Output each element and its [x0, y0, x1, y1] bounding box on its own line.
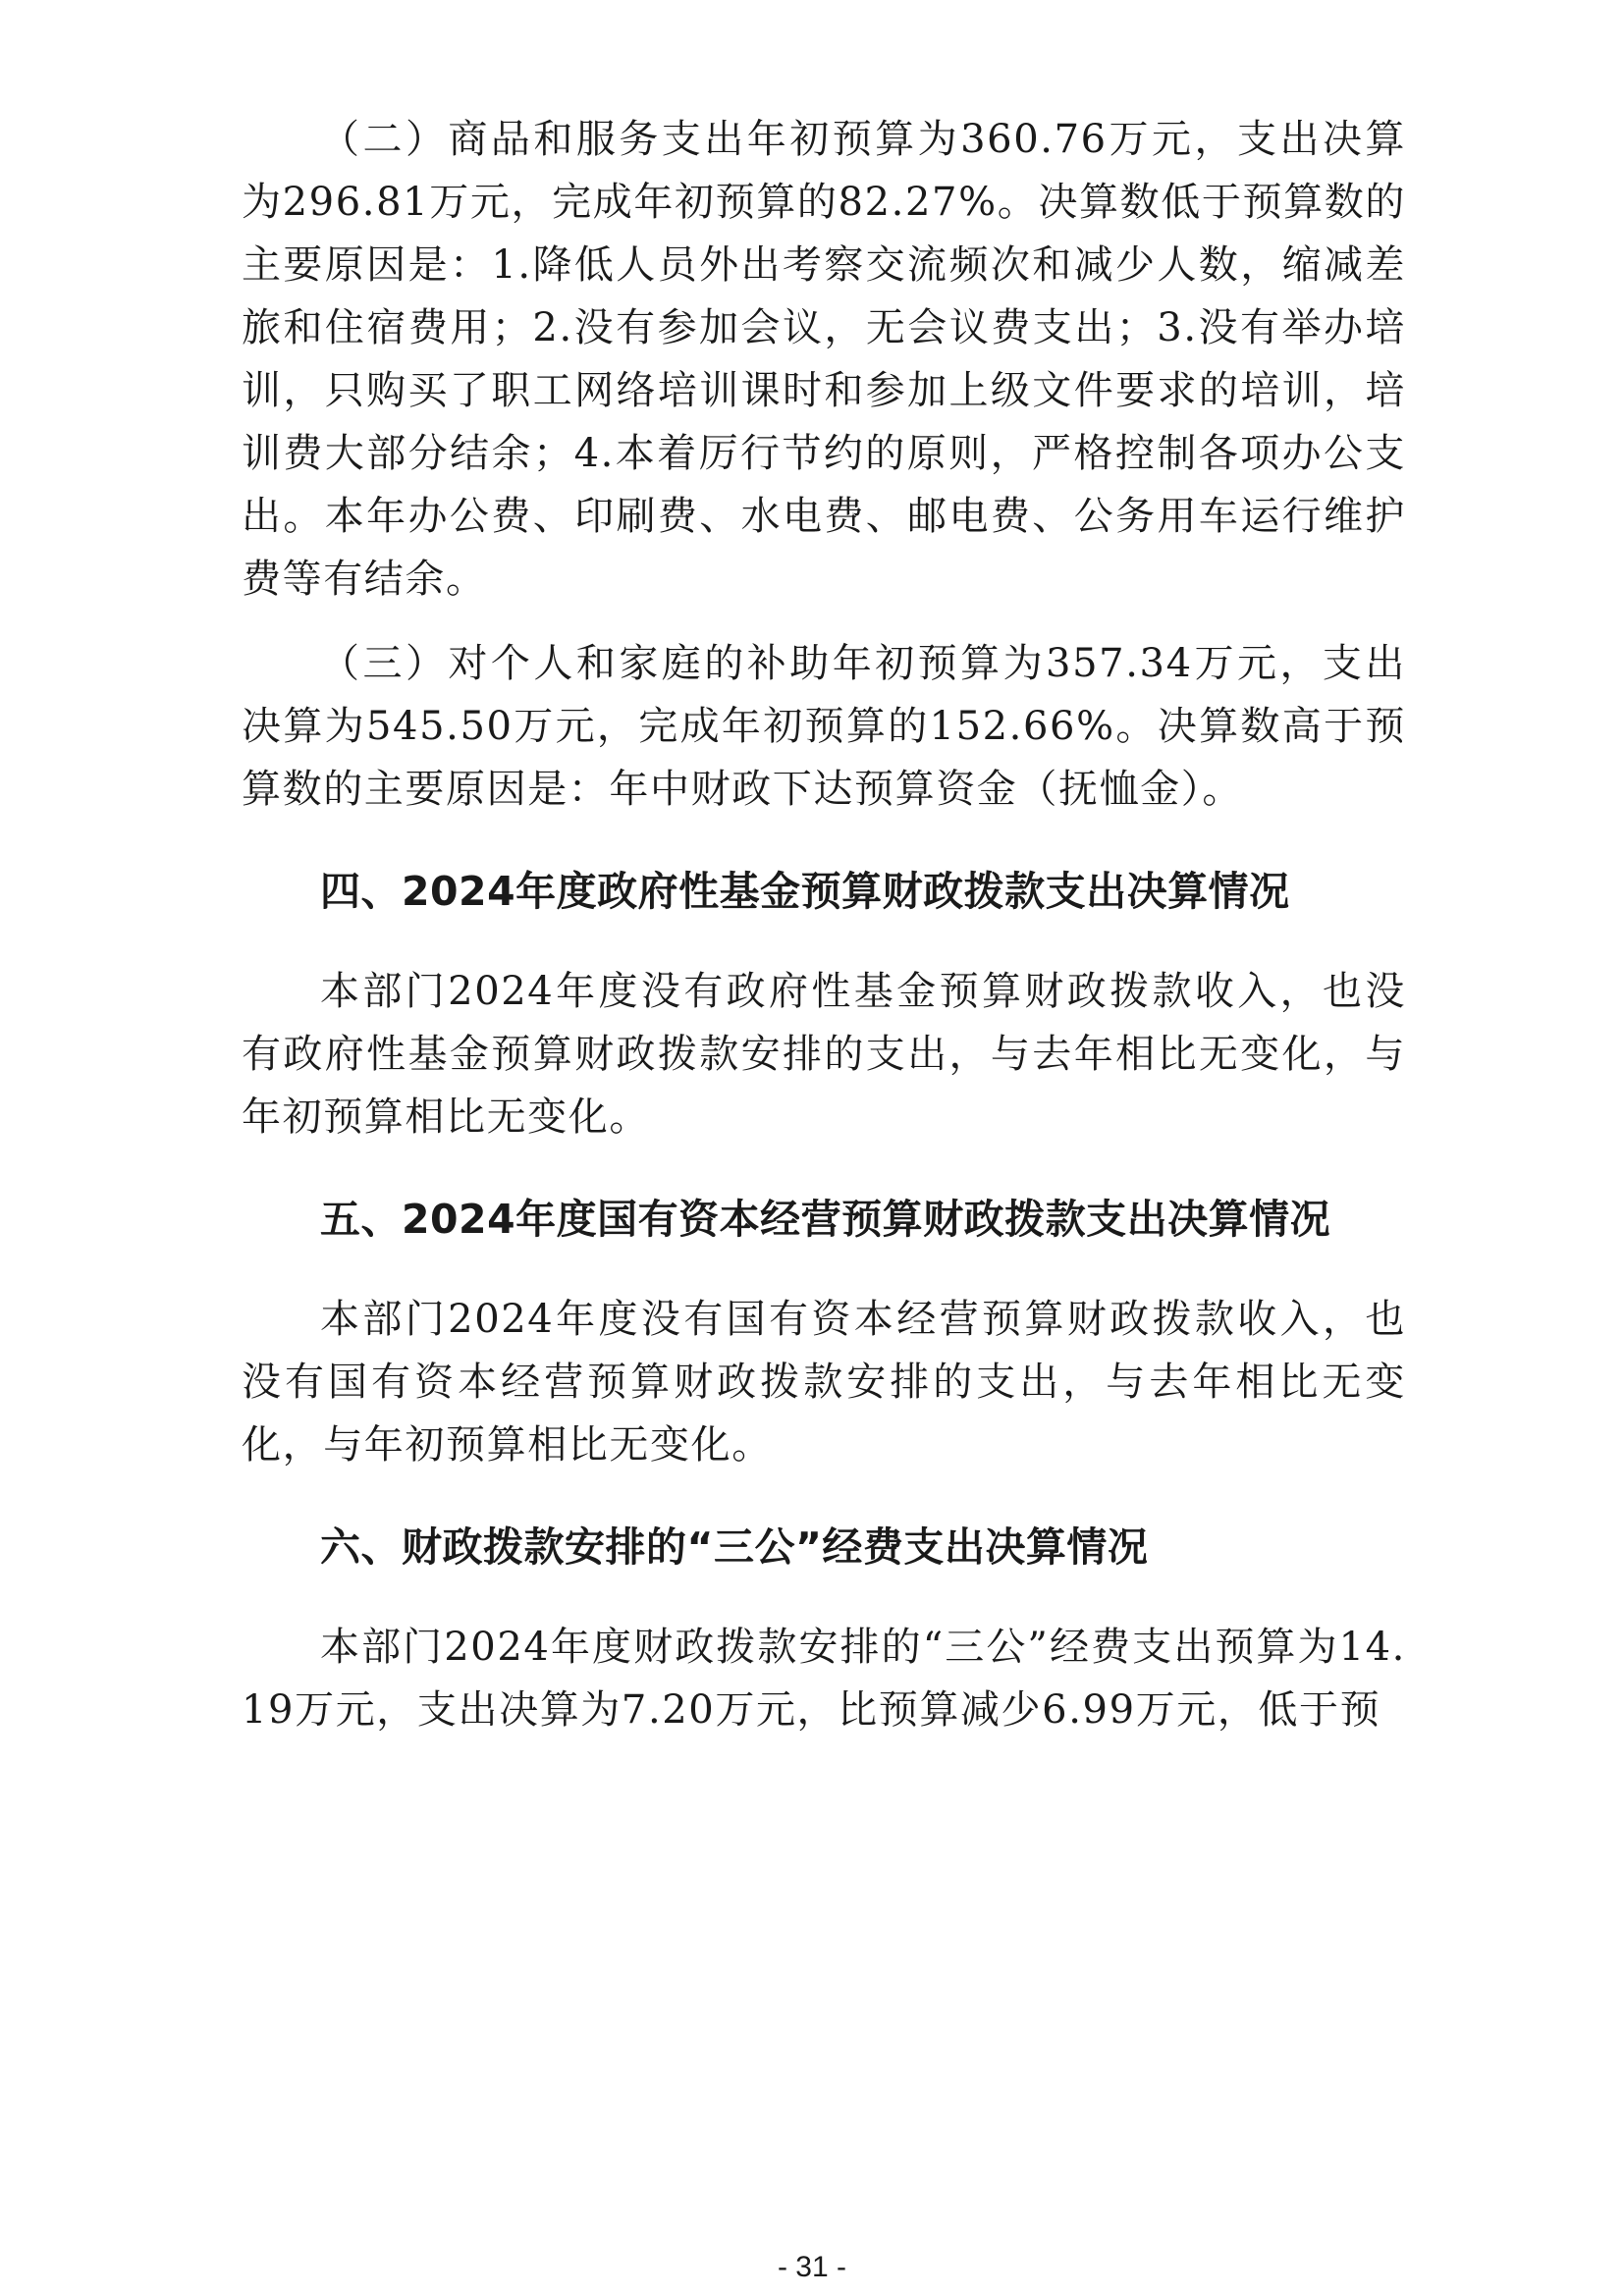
page-number: - 31 -	[777, 2251, 847, 2283]
paragraph-state-capital: 本部门2024年度没有国有资本经营预算财政拨款收入，也没有国有资本经营预算财政拨款安排的支出，与去年相比无变化，与年初预算相比无变化。	[242, 1297, 1406, 1468]
section-heading-5: 五、2024年度国有资本经营预算财政拨款支出决算情况	[320, 1196, 1331, 1243]
paragraph-goods-services: （二）商品和服务支出年初预算为360.76万元，支出决算为296.81万元，完成年初预算的82.27%。决算数低于预算数的主要原因是：1.降低人员外出考察交流频次和减少人数，缩减差旅和住宿费用；2.没有参加会议，无会议费支出；3.没有举办培训，只购买了职工网络培训课时和参加上级文件要求的培训，培训费大部分结余；4.本着厉行节约的原则，严格控制各项办公支出。本年办公费、印刷费、水电费、邮电费、公务用车运行维护费等有结余。	[242, 117, 1406, 602]
section-heading-6: 六、财政拨款安排的“三公”经费支出决算情况	[320, 1523, 1149, 1571]
paragraph-gov-fund: 本部门2024年度没有政府性基金预算财政拨款收入，也没有政府性基金预算财政拨款安排的支出，与去年相比无变化，与年初预算相比无变化。	[242, 969, 1406, 1140]
document-page	[242, 108, 1406, 1741]
section-heading-4: 四、2024年度政府性基金预算财政拨款支出决算情况	[320, 868, 1290, 915]
paragraph-three-public: 本部门2024年度财政拨款安排的“三公”经费支出预算为14.19万元，支出决算为7.20万元，比预算减少6.99万元，低于预	[242, 1625, 1406, 1733]
paragraph-household-subsidy: （三）对个人和家庭的补助年初预算为357.34万元，支出决算为545.50万元，完成年初预算的152.66%。决算数高于预算数的主要原因是：年中财政下达预算资金（抚恤金）。	[242, 641, 1406, 812]
